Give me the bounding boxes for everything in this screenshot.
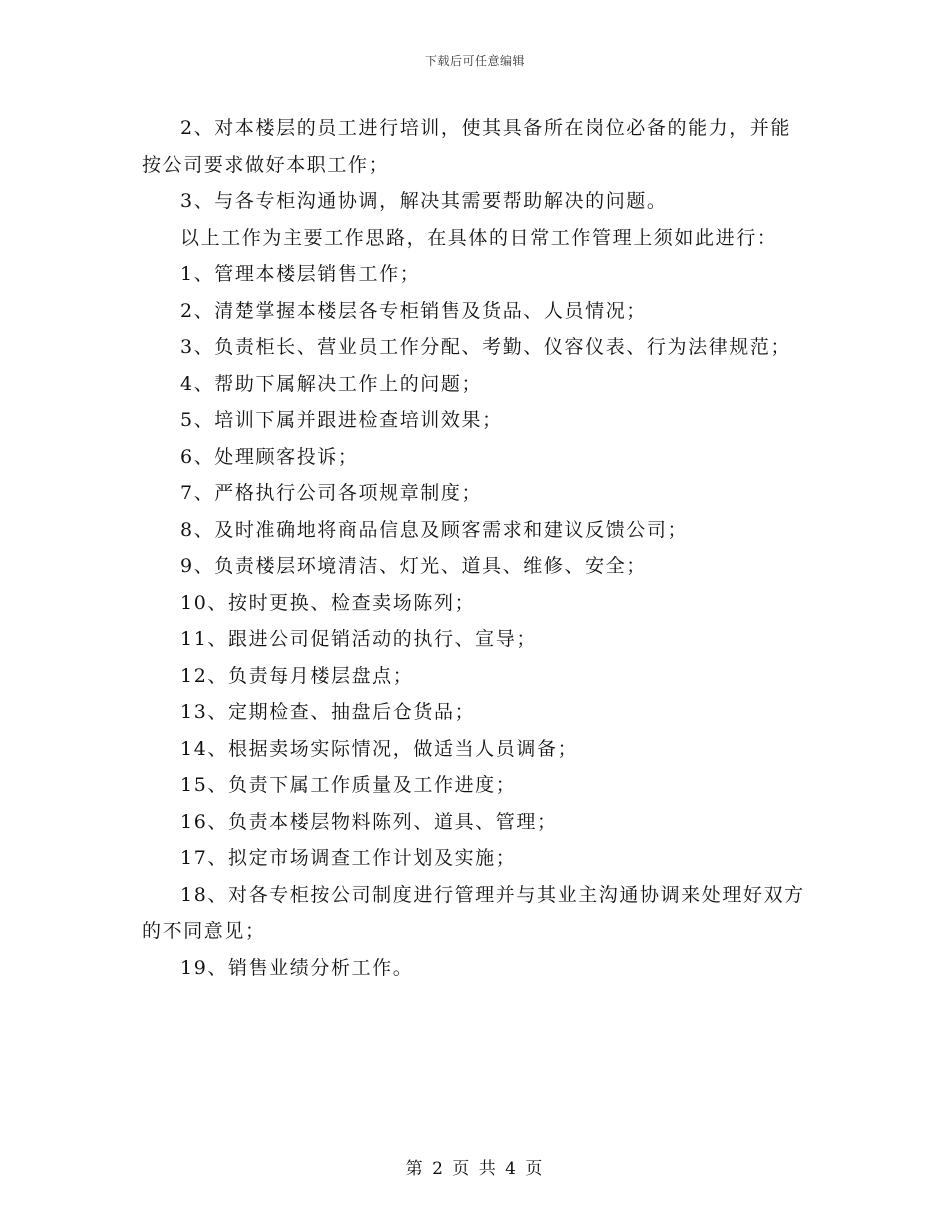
list-item: 7、严格执行公司各项规章制度； — [180, 482, 483, 504]
list-item: 12、负责每月楼层盘点； — [180, 664, 414, 687]
list-item: 18、对各专柜按公司制度进行管理并与其业主沟通协调来处理好双方的不同意见； — [142, 883, 805, 942]
list-item: 17、拟定市场调查工作计划及实施； — [180, 847, 517, 869]
list-item: 19、销售业绩分析工作。 — [180, 956, 414, 979]
paragraph: 以上工作为主要工作思路，在具体的日常工作管理上须如此进行： — [180, 226, 778, 249]
list-item: 15、负责下属工作质量及工作进度； — [180, 774, 517, 796]
list-item: 16、负责本楼层物料陈列、道具、管理； — [180, 810, 558, 833]
list-item: 10、按时更换、检查卖场陈列； — [180, 591, 476, 614]
paragraph: 2、对本楼层的员工进行培训，使其具备所在岗位必备的能力，并能按公司要求做好本职工作； — [142, 117, 792, 176]
list-item: 11、跟进公司促销活动的执行、宣导； — [180, 628, 537, 650]
list-item: 9、负责楼层环境清洁、灯光、道具、维修、安全； — [180, 555, 647, 577]
page-header: 下载后可任意编辑 — [424, 54, 525, 68]
list-item: 6、处理顾客投诉； — [180, 445, 359, 468]
list-item: 1、管理本楼层销售工作； — [180, 263, 421, 285]
list-item: 13、定期检查、抽盘后仓货品； — [180, 701, 476, 723]
paragraph: 3、与各专柜沟通协调，解决其需要帮助解决的问题。 — [180, 190, 668, 212]
list-item: 14、根据卖场实际情况，做适当人员调备； — [180, 737, 579, 760]
list-item: 3、负责柜长、营业员工作分配、考勤、仪容仪表、行为法律规范； — [180, 336, 792, 358]
list-item: 5、培训下属并跟进检查培训效果； — [180, 409, 503, 431]
list-item: 8、及时准确地将商品信息及顾客需求和建议反馈公司； — [180, 518, 689, 541]
document-body — [142, 110, 810, 986]
page-number-footer: 第 2 页 共 4 页 — [405, 1159, 545, 1179]
list-item: 2、清楚掌握本楼层各专柜销售及货品、人员情况； — [180, 299, 647, 322]
list-item: 4、帮助下属解决工作上的问题； — [180, 372, 483, 395]
